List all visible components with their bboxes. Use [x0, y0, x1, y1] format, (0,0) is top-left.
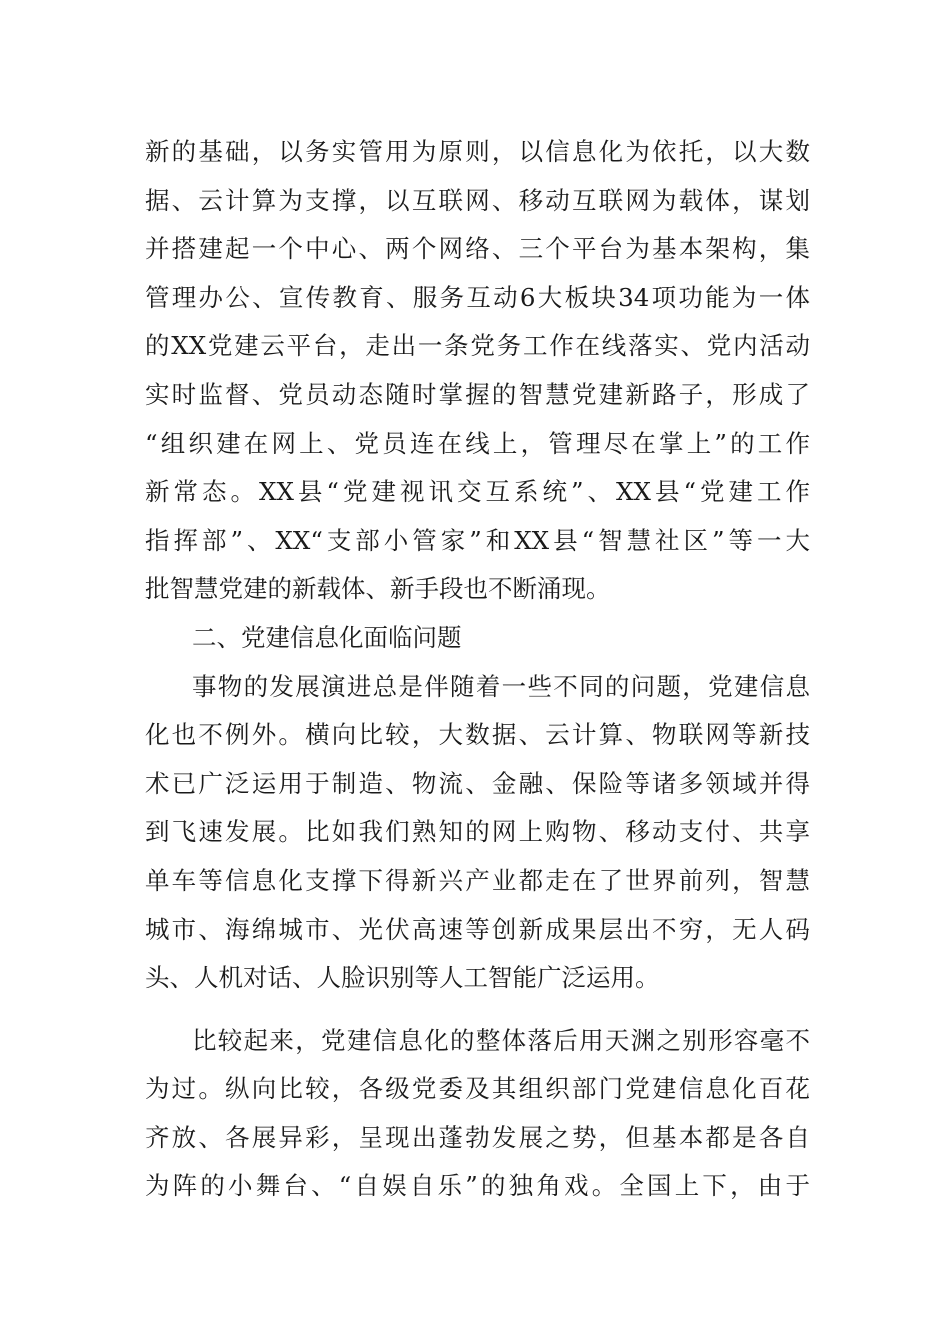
document-body: [145, 128, 810, 1211]
text-line: 新的基础，以务实管用为原则，以信息化为依托，以大数: [145, 137, 810, 166]
text-line: 比较起来，党建信息化的整体落后用天渊之别形容毫不: [192, 1025, 810, 1055]
text-line: 齐放、各展异彩，呈现出蓬勃发展之势，但基本都是各自: [145, 1122, 810, 1152]
paragraph: [145, 1017, 810, 1211]
paragraph-continuation: [145, 128, 810, 614]
text-line: 为阵的小舞台、“自娱自乐”的独角戏。全国上下，由于: [145, 1171, 810, 1201]
text-line: 实时监督、党员动态随时掌握的智慧党建新路子，形成了: [145, 379, 810, 409]
text-line: 并搭建起一个中心、两个网络、三个平台为基本架构，集: [145, 234, 810, 264]
text-line: 指挥部”、XX“支部小管家”和XX县“智慧社区”等一大: [145, 525, 810, 555]
paragraph: [145, 663, 810, 1003]
text-line: 新常态。XX县“党建视讯交互系统”、XX县“党建工作: [145, 477, 810, 507]
paragraph-gap: [145, 1003, 810, 1017]
text-line: 批智慧党建的新载体、新手段也不断涌现。: [145, 574, 611, 604]
text-line: 城市、海绵城市、光伏高速等创新成果层出不穷，无人码: [145, 914, 810, 944]
text-line: 据、云计算为支撑，以互联网、移动互联网为载体，谋划: [145, 185, 810, 215]
text-line: 的XX党建云平台，走出一条党务工作在线落实、党内活动: [145, 331, 810, 361]
text-line: 头、人机对话、人脸识别等人工智能广泛运用。: [145, 963, 660, 993]
text-line: 术已广泛运用于制造、物流、金融、保险等诸多领域并得: [145, 768, 810, 798]
text-line: “组织建在网上、党员连在线上，管理尽在掌上”的工作: [145, 428, 810, 458]
text-line: 管理办公、宣传教育、服务互动6大板块34项功能为一体: [145, 282, 810, 312]
text-line: 为过。纵向比较，各级党委及其组织部门党建信息化百花: [145, 1074, 810, 1104]
text-line: 事物的发展演进总是伴随着一些不同的问题，党建信息: [192, 671, 810, 701]
section-heading: 二、党建信息化面临问题: [192, 622, 462, 652]
text-line: 化也不例外。横向比较，大数据、云计算、物联网等新技: [145, 720, 810, 750]
text-line: 单车等信息化支撑下得新兴产业都走在了世界前列，智慧: [145, 865, 810, 895]
text-line: 到飞速发展。比如我们熟知的网上购物、移动支付、共享: [145, 817, 810, 847]
